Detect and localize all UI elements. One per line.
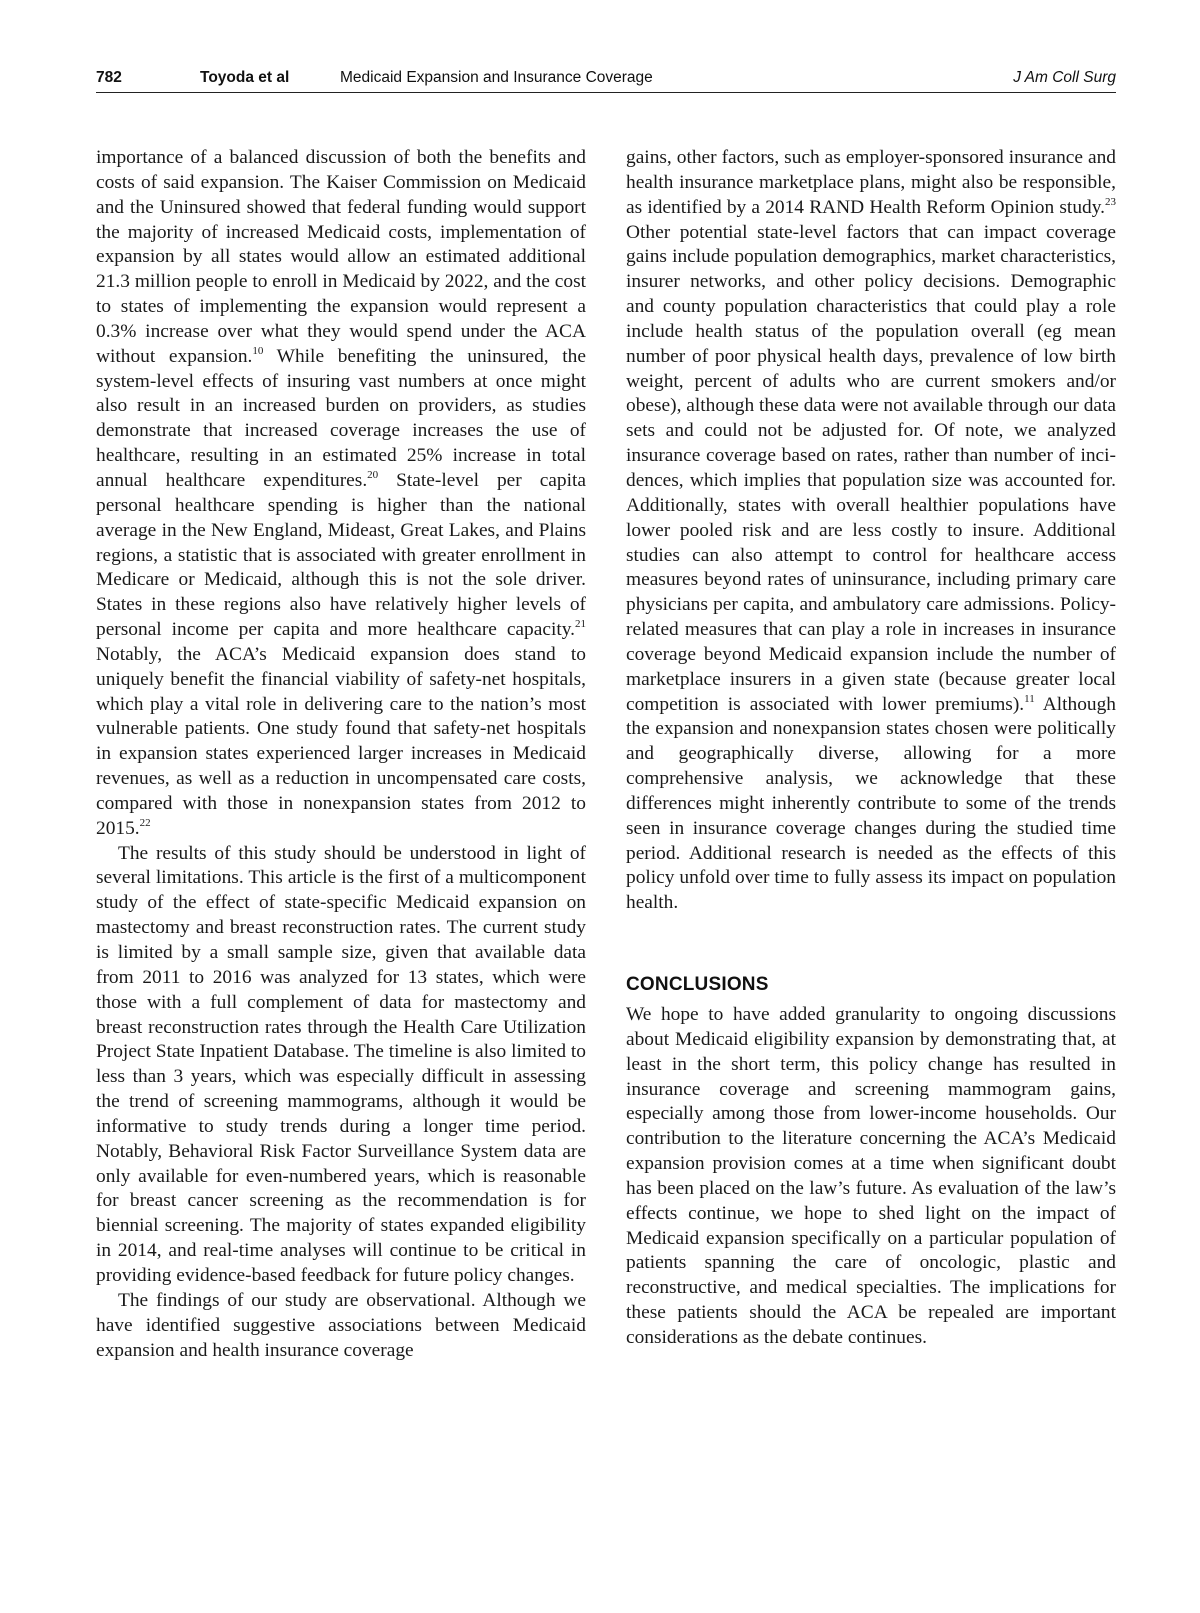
running-header — [96, 66, 1116, 93]
paragraph-other-factors — [626, 146, 1116, 916]
paragraph-discussion-continued — [96, 146, 586, 842]
text-run: Although the expansion and nonexpansion states chosen were politically and geographically diverse, allowing for a more comprehensive analysis, we acknowledge that these differences might inherently contribute to some of the trends seen in insurance coverage changes during the studied time period. Additional research is needed as the effects of this policy unfold over time to fully assess its impact on population health. — [626, 693, 1116, 914]
page-number: 782 — [96, 69, 122, 86]
running-authors: Toyoda et al — [200, 69, 290, 86]
text-run: State-level per capita personal healthcare spending is higher than the national average in the New England, Mideast, Great Lakes, and Plains regions, a statistic that is associated with greater enrollment in Medicare or Medicaid, although this is not the sole driver. States in these regions also have relatively higher levels of personal income per capita and more healthcare capacity. — [96, 469, 586, 641]
citation-ref: 23 — [1105, 195, 1116, 208]
text-run: importance of a balanced discussion of both the benefits and costs of said expansion. The Kaiser Commission on Medicaid and the Uninsured showed that federal funding would support the majority of increased Medicaid costs, implementation of expansion by all states would allow an estimated additional 21.3 million people to enroll in Medicaid by 2022, and the cost to states of implementing the expansion would represent a 0.3% increase over what they would spend under the ACA without expansion. — [96, 147, 586, 367]
text-run: Other potential state-level factors that can impact coverage gains include population demographics, market characteristics, insurer networks, and other policy decisions. Demographic and county population characteristics that could play a role include health status of the population overall (eg mean number of poor physical health days, prevalence of low birth weight, percent of adults who are current smokers and/or obese), although these data were not available through our data sets and could not be adjusted for. Of note, we analyzed insurance coverage based on rates, rather than number of incidences, which implies that population size was accounted for. Additionally, states with overall healthier populations have lower pooled risk and are less costly to insure. Additional studies can also attempt to control for healthcare access measures beyond rates of uninsurance, including primary care physicians per capita, and ambulatory care admissions. Policy-related measures that can play a role in increases in insurance coverage beyond Medicaid expansion include the number of marketplace insurers in a given state (because greater local competition is associated with lower premiums). — [626, 221, 1116, 715]
citation-ref: 11 — [1024, 692, 1035, 705]
paragraph-conclusions: We hope to have added granularity to ongoing discussions about Medicaid eligibility expansion by demonstrating that, at least in the short term, this policy change has resulted in insurance coverage and screening mammogram gains, especially among those from lower-income households. Our contribution to the literature concerning the ACA’s Medicaid expansion provision comes at a time when significant doubt has been placed on the law’s future. As evaluation of the law’s effects continue, we hope to shed light on the impact of Medicaid expansion specifically on a particular population of patients spanning the care of oncologic, plastic and reconstructive, and medical specialties. The implications for these patients should the ACA be repealed are important considerations as the debate continues. — [626, 1004, 1116, 1348]
conclusions-heading: CONCLUSIONS — [626, 974, 769, 996]
left-column — [96, 146, 586, 1363]
paragraph-observational: The findings of our study are observational. Although we have identified suggestive associations between Medicaid expansion and health insurance coverage — [96, 1289, 586, 1361]
citation-ref: 20 — [367, 468, 379, 481]
citation-ref: 22 — [139, 816, 151, 829]
text-run: gains, other factors, such as employer-sponsored insurance and health insurance marketplace plans, might also be responsible, as identified by a 2014 RAND Health Reform Opinion study. — [626, 147, 1116, 218]
citation-ref: 10 — [252, 344, 264, 357]
right-column — [626, 146, 1116, 1351]
journal-name: J Am Coll Surg — [1013, 69, 1116, 86]
text-run: Notably, the ACA’s Medicaid expansion does stand to uniquely benefit the financial viability of safety-net hospitals, which play a vital role in delivering care to the nation’s most vulnerable patients. One study found that safety-net hospitals in expansion states experienced larger increases in Medicaid revenues, as well as a reduction in uncompensated care costs, compared with those in nonexpansion states from 2012 to 2015. — [96, 643, 586, 839]
paragraph-limitations: The results of this study should be understood in light of several limitations. This article is the first of a multicomponent study of the effect of state-specific Medicaid expansion on mastectomy and breast reconstruction rates. The current study is limited by a small sample size, given that available data from 2011 to 2016 was analyzed for 13 states, which were those with a full complement of data for mastectomy and breast reconstruction rates through the Health Care Utilization Project State Inpatient Database. The timeline is also limited to less than 3 years, which was especially difficult in assessing the trend of screening mammograms, although it would be informative to study trends during a longer time period. Notably, Behavioral Risk Factor Surveillance System data are only available for even-numbered years, which is reasonable for breast cancer screening as the recommendation is for biennial screening. The majority of states expanded eligibility in 2014, and real-time analyses will continue to be critical in providing evidence-based feedback for future policy changes. — [96, 842, 586, 1286]
citation-ref: 21 — [575, 618, 586, 631]
running-title: Medicaid Expansion and Insurance Coverage — [340, 69, 653, 86]
text-run: While benefiting the uninsured, the system-level effects of insuring vast numbers at once might also result in an increased burden on providers, as studies demonstrate that increased coverage increases the use of healthcare, resulting in an estimated 25% increase in total annual healthcare expenditures. — [96, 345, 586, 491]
